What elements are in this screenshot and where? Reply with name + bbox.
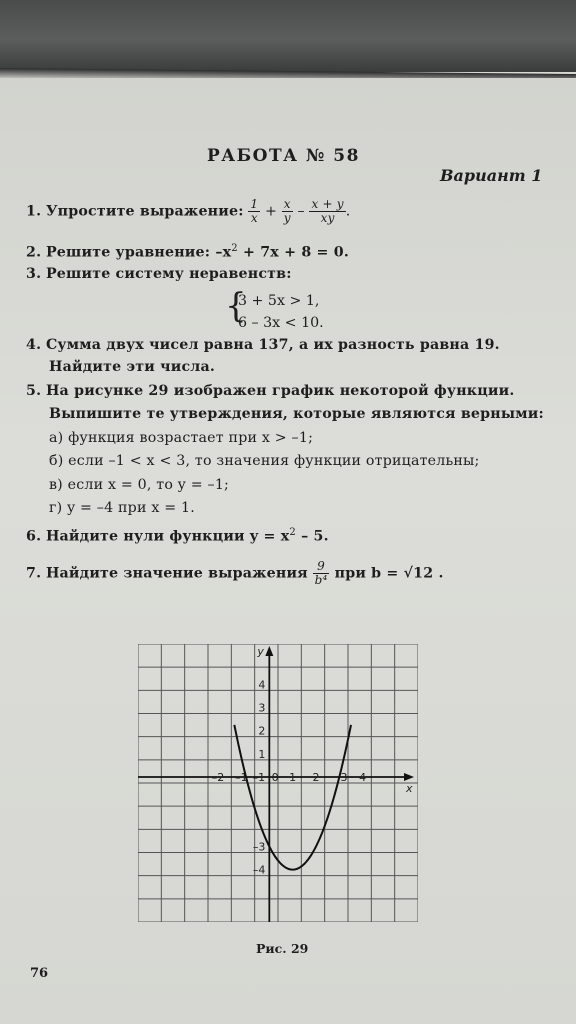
inequality-1: 3 + 5x > 1, [238, 293, 320, 309]
task-text: Найдите нули функции y = x [45, 528, 290, 545]
task-6 [26, 527, 329, 545]
statement-b: б) если –1 < x < 3, то значения функции отрицательны; [49, 453, 480, 469]
task-2 [26, 243, 349, 261]
task-text: Решите уравнение: –x [45, 244, 232, 261]
x-tick-label: 4 [359, 771, 367, 784]
task-text: Упростите выражение: [45, 203, 244, 220]
task-5 [26, 383, 515, 399]
page-number: 76 [30, 966, 49, 981]
function-graph [138, 644, 418, 922]
task-text: На рисунке 29 изображен график некоторой функции. [45, 383, 515, 399]
exponent: 2 [231, 243, 238, 254]
task-text-tail: – 5. [295, 528, 329, 545]
graph-axes [138, 646, 414, 922]
page-title: РАБОТА № 58 [207, 146, 360, 166]
fraction: $\frac{1}{x}$ [250, 197, 259, 225]
period: . [345, 203, 351, 220]
y-axis-label: y [257, 645, 264, 658]
task-number: 4. [26, 337, 42, 353]
x-tick-label: 3 [340, 771, 348, 784]
inequality-2: 6 – 3x < 10. [238, 315, 324, 331]
task-number: 3. [26, 266, 42, 282]
task-text-tail: + 7x + 8 = 0. [237, 244, 349, 261]
task-number: 1. [26, 203, 42, 220]
parabola-curve [234, 725, 351, 870]
x-tick-label: 2 [312, 771, 320, 784]
task-4 [26, 337, 500, 353]
fraction: $\frac{x + y}{xy}$ [311, 197, 344, 225]
x-tick-label: –2 [211, 771, 225, 784]
x-tick-label: –1 [252, 771, 266, 784]
y-axis-arrow [265, 646, 273, 656]
system-brace: { [225, 286, 247, 326]
task-3 [26, 266, 292, 282]
task-text: Найдите значение выражения [45, 565, 308, 582]
fraction: $\frac{x}{y}$ [283, 197, 291, 225]
task-number: 6. [26, 528, 42, 545]
task-number: 7. [26, 565, 42, 582]
task-5-line-2: Выпишите те утверждения, которые являются верными: [49, 406, 544, 422]
y-tick-label: –4 [252, 863, 266, 877]
y-tick-label: –3 [252, 840, 266, 854]
task-text: Сумма двух чисел равна 137, а их разность равна 19. [45, 337, 500, 353]
x-tick-label: 1 [289, 771, 297, 784]
task-7 [26, 560, 444, 587]
statement-d: г) y = –4 при x = 1. [49, 500, 195, 516]
y-tick-label: 3 [258, 701, 266, 715]
x-axis-label: x [406, 782, 413, 795]
y-tick-label: 4 [258, 678, 266, 692]
y-tick-label: 1 [258, 747, 266, 761]
task-4-line-2: Найдите эти числа. [49, 359, 216, 375]
x-axis-arrow [404, 773, 414, 781]
statement-a: а) функция возрастает при x > –1; [49, 430, 314, 446]
x-tick-label: 0 [271, 771, 279, 784]
task-number: 5. [26, 383, 42, 399]
figure-caption: Рис. 29 [256, 941, 309, 956]
task-number: 2. [26, 244, 42, 261]
y-tick-label: 2 [258, 724, 266, 738]
exponent: 2 [289, 527, 296, 538]
task-text-tail: при b = √12 . [329, 565, 444, 582]
background-top [0, 0, 576, 72]
plus-sign: + [264, 203, 278, 220]
graph-plot [234, 655, 351, 869]
fraction: $\frac{9}{\text{b⁴}}$ [314, 559, 328, 587]
statement-c: в) если x = 0, то y = –1; [49, 477, 230, 493]
variant-label: Вариант 1 [440, 166, 543, 185]
task-text: Решите систему неравенств: [45, 266, 292, 282]
minus-sign: – [297, 203, 305, 220]
x-tick-label: –1 [235, 771, 248, 784]
task-1 [26, 198, 350, 225]
